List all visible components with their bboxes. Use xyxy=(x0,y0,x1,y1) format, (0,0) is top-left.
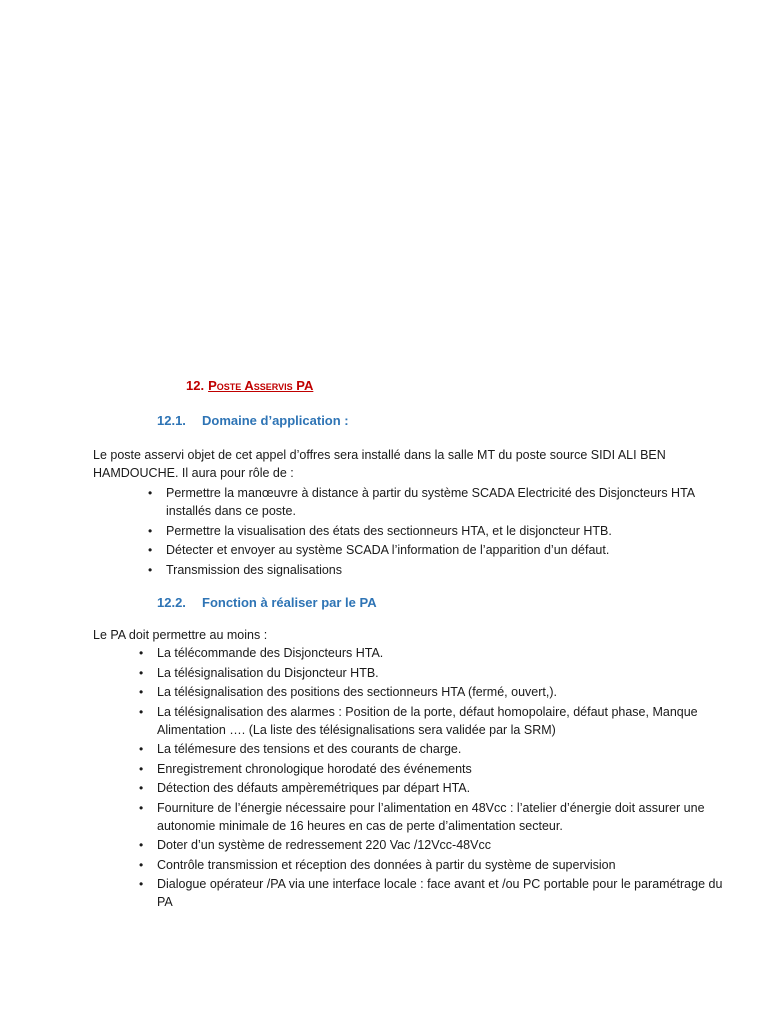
bullet-icon: • xyxy=(139,685,144,699)
bullet-icon: • xyxy=(139,742,144,756)
list-item xyxy=(139,875,727,911)
bullet-icon: • xyxy=(139,877,144,891)
list-item xyxy=(139,836,727,854)
list-item xyxy=(139,779,727,797)
bullet-icon: • xyxy=(139,781,144,795)
section-number: 12. xyxy=(186,378,205,393)
bullet-icon: • xyxy=(139,857,144,872)
bullet-icon: • xyxy=(148,523,153,538)
list-item xyxy=(139,644,727,662)
list-item-text: Dialogue opérateur /PA via une interface locale : face avant et /ou PC portable pour le paramétrage du PA xyxy=(157,877,723,909)
bullet-icon: • xyxy=(139,646,144,660)
list-item-text: Fourniture de l’énergie nécessaire pour l’alimentation en 48Vcc : l’atelier d’énergie doit assurer une autonomie minimale de 16 heures en cas de perte d’alimentation secteur. xyxy=(157,800,705,833)
list-item-text: Permettre la manœuvre à distance à partir du système SCADA Electricité des Disjoncteurs HTA installés dans ce poste. xyxy=(166,486,695,518)
list-item xyxy=(148,522,726,540)
bullet-icon: • xyxy=(148,486,153,500)
subsection-title: Fonction à réaliser par le PA xyxy=(202,595,377,610)
bullet-icon: • xyxy=(139,665,144,680)
subsection-heading-1 xyxy=(157,413,349,428)
subsection-number: 12.2. xyxy=(157,595,186,610)
list-item xyxy=(148,541,726,559)
list-item-text: Permettre la visualisation des états des sectionneurs HTA, et le disjoncteur HTB. xyxy=(166,523,612,538)
list-item xyxy=(139,856,727,874)
bullet-icon: • xyxy=(139,704,144,719)
list-item xyxy=(148,484,726,520)
list-item xyxy=(139,683,727,701)
list-item xyxy=(139,703,727,739)
functions-intro: Le PA doit permettre au moins : xyxy=(93,628,268,642)
bullet-icon: • xyxy=(139,800,144,815)
list-item xyxy=(139,799,727,835)
list-item xyxy=(139,664,727,682)
functions-list xyxy=(139,644,727,913)
intro-paragraph: Le poste asservi objet de cet appel d’offres sera installé dans la salle MT du poste source SIDI ALI BEN HAMDOUCHE. Il aura pour rôle de : xyxy=(93,448,666,480)
list-item-text: Détecter et envoyer au système SCADA l’information de l’apparition d’un défaut. xyxy=(166,543,610,557)
list-item-text: La télécommande des Disjoncteurs HTA. xyxy=(157,646,384,660)
list-item-text: Transmission des signalisations xyxy=(166,562,343,577)
subsection-number: 12.1. xyxy=(157,413,186,428)
list-item xyxy=(148,561,726,579)
section-title: Poste Asservis PA xyxy=(208,378,314,393)
list-item xyxy=(139,740,727,758)
list-item-text: La télésignalisation des positions des sectionneurs HTA (fermé, ouvert,). xyxy=(157,685,557,699)
list-item-text: La télésignalisation du Disjoncteur HTB. xyxy=(157,665,379,680)
section-heading xyxy=(186,378,313,393)
bullet-icon: • xyxy=(148,543,153,557)
list-item-text: Doter d’un système de redressement 220 Vac /12Vcc-48Vcc xyxy=(157,838,491,852)
bullet-icon: • xyxy=(148,562,153,577)
bullet-icon: • xyxy=(139,838,144,852)
subsection-heading-2 xyxy=(157,595,377,610)
roles-list xyxy=(148,484,726,580)
bullet-icon: • xyxy=(139,761,144,776)
subsection-title: Domaine d’application : xyxy=(202,413,349,428)
list-item-text: Détection des défauts ampèremétriques par départ HTA. xyxy=(157,781,471,795)
list-item-text: La télésignalisation des alarmes : Position de la porte, défaut homopolaire, défaut phase, Manque Alimentation …. (La liste des télésignalisations sera validée par la SRM) xyxy=(157,704,698,737)
list-item-text: Enregistrement chronologique horodaté des événements xyxy=(157,761,472,776)
list-item xyxy=(139,760,727,778)
list-item-text: Contrôle transmission et réception des données à partir du système de supervision xyxy=(157,857,616,872)
list-item-text: La télémesure des tensions et des courants de charge. xyxy=(157,742,462,756)
